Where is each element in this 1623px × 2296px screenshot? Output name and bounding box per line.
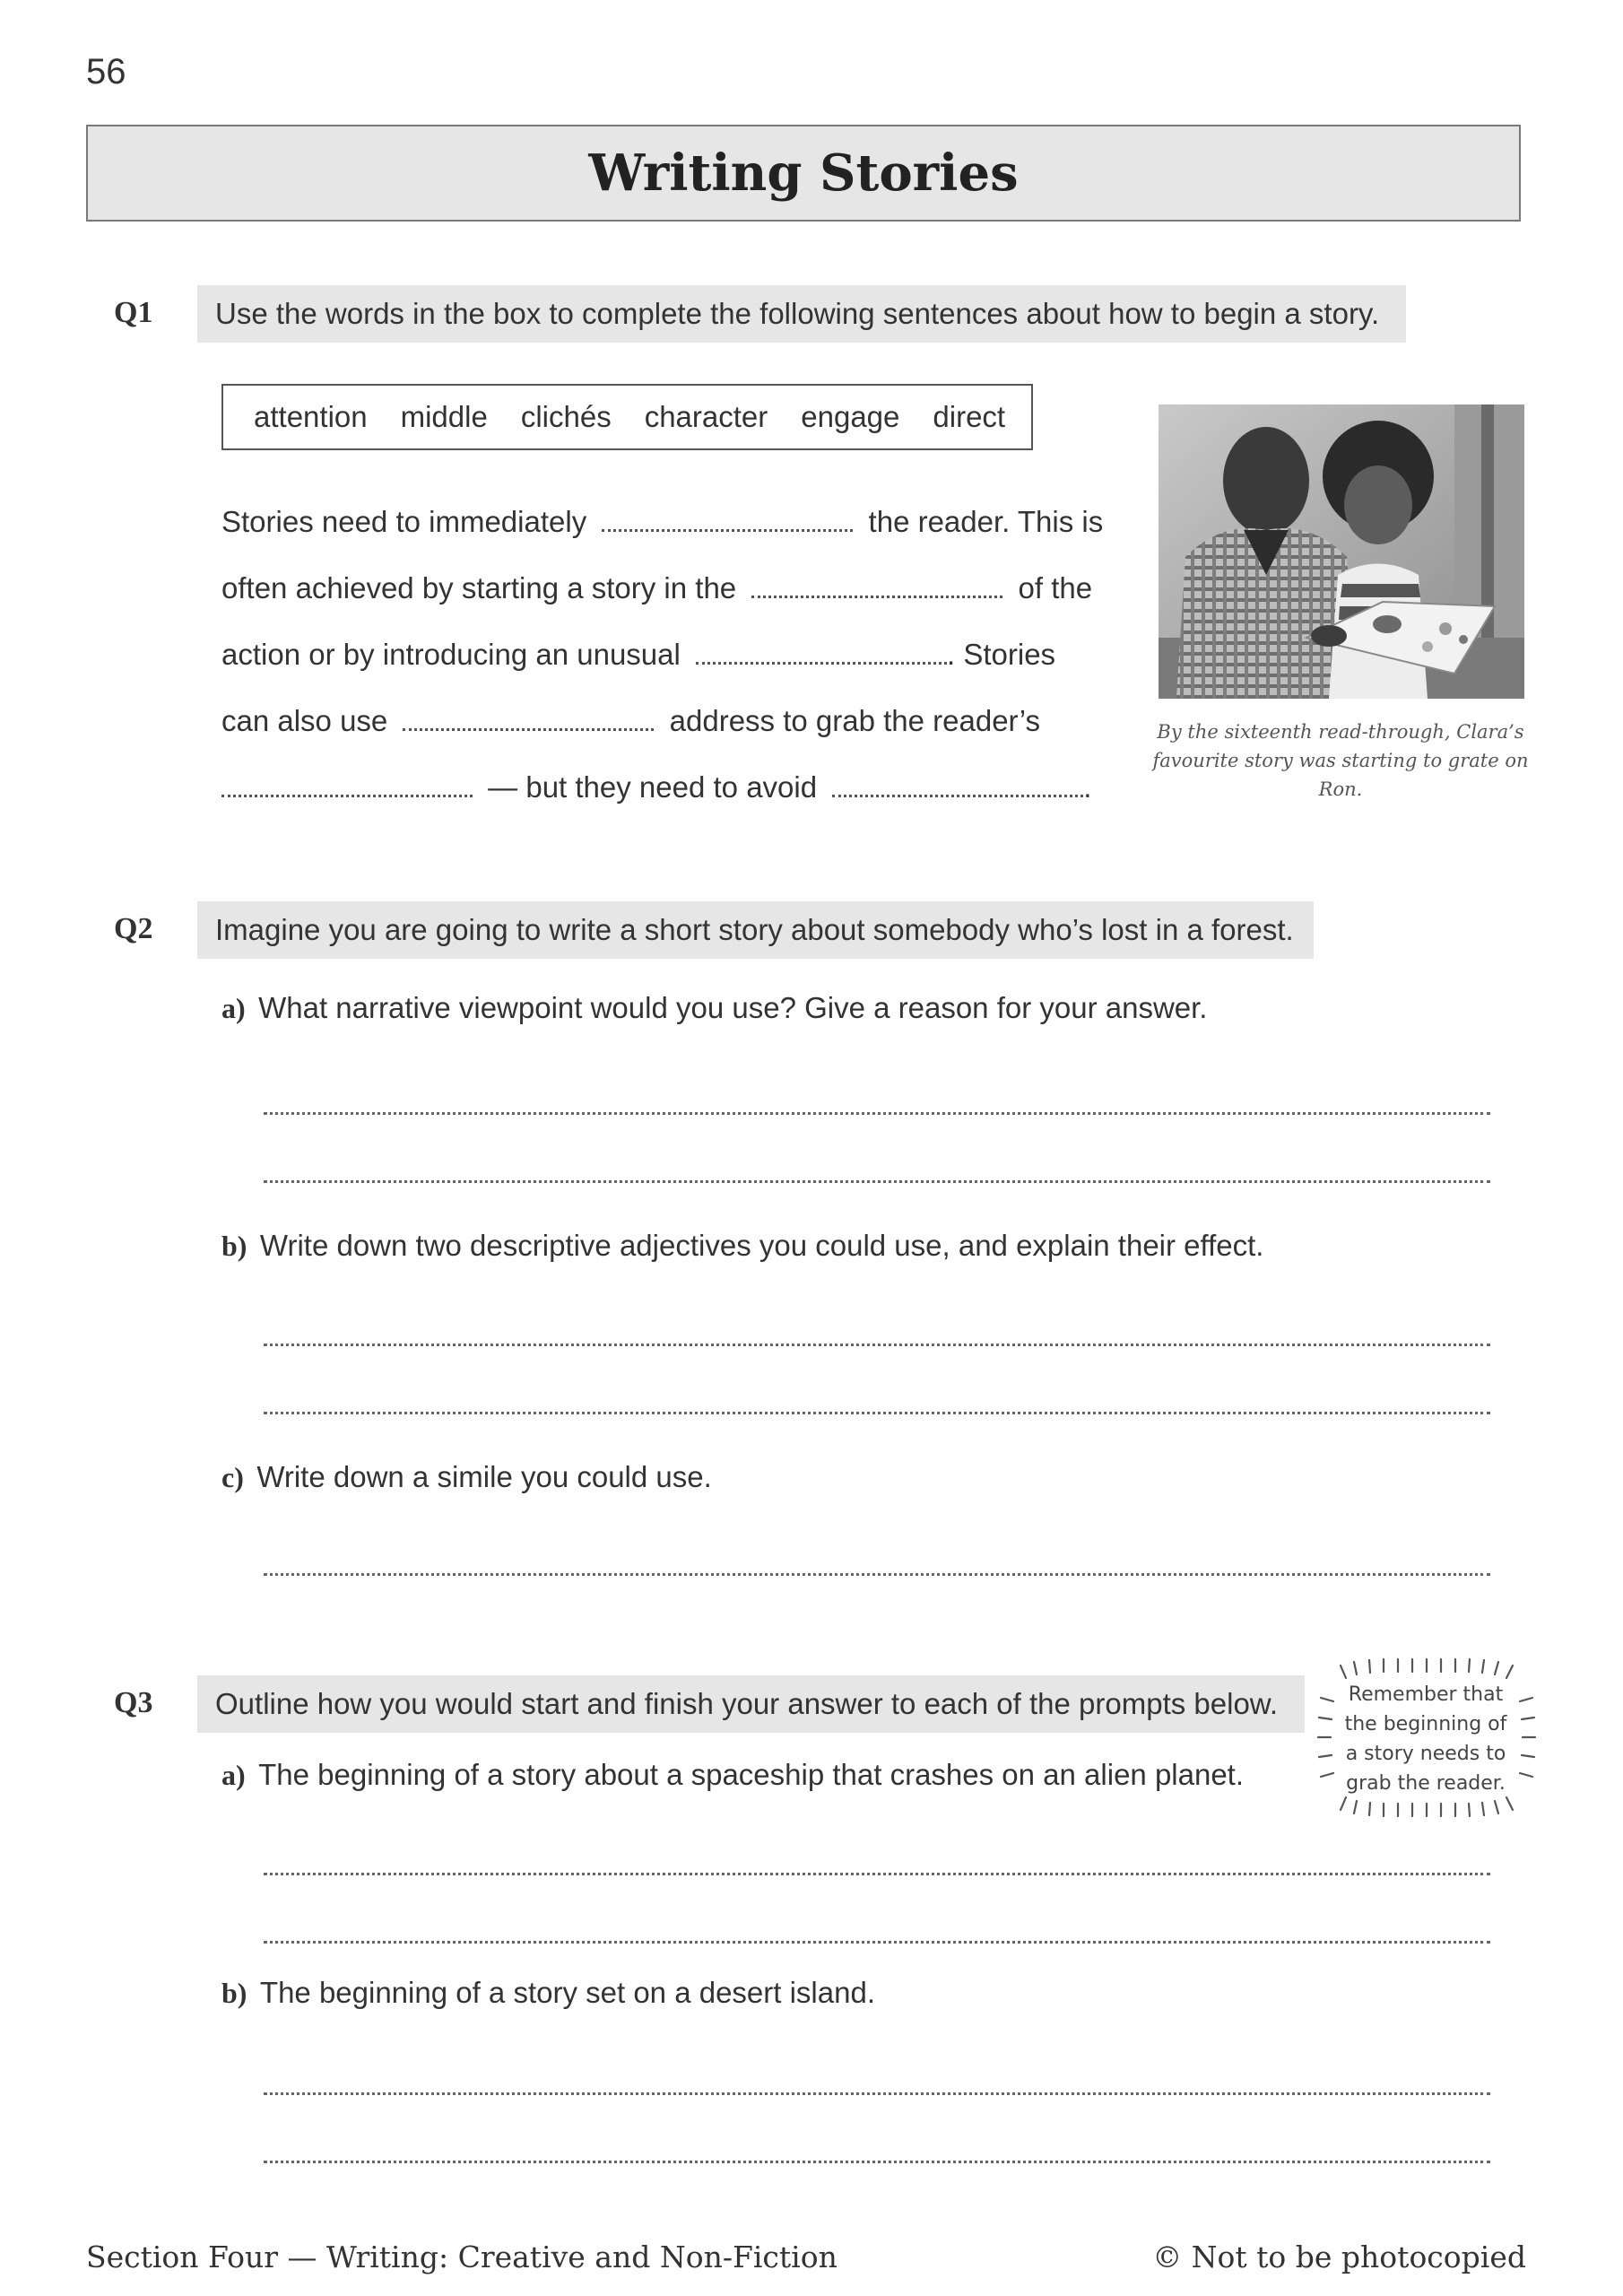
answer-line[interactable] xyxy=(264,1412,1490,1414)
word-box-item: character xyxy=(644,400,768,433)
q1-blank[interactable] xyxy=(602,508,853,532)
q1-number: Q1 xyxy=(114,296,153,329)
answer-line[interactable] xyxy=(264,1344,1490,1346)
footer-copyright: © Not to be photocopied xyxy=(1152,2239,1526,2274)
answer-line[interactable] xyxy=(264,1573,1490,1576)
page-title: Writing Stories xyxy=(588,144,1019,203)
q1-blank[interactable] xyxy=(751,574,1002,598)
caption-line: favourite story was starting to grate on Ron. xyxy=(1152,750,1529,800)
q3-prompt: Outline how you would start and finish your answer to each of the prompts below. xyxy=(197,1675,1305,1733)
q1-line-middle: — but they need to avoid xyxy=(488,770,818,804)
q2-part-a xyxy=(221,991,1207,1025)
q2-prompt: Imagine you are going to write a short story about somebody who’s lost in a forest. xyxy=(197,901,1314,959)
word-box-item: direct xyxy=(933,400,1006,433)
q2-part-b xyxy=(221,1229,1263,1263)
q1-prompt: Use the words in the box to complete the following sentences about how to begin a story. xyxy=(197,285,1406,343)
word-box-item: engage xyxy=(801,400,900,433)
part-question: Write down two descriptive adjectives you could use, and explain their effect. xyxy=(259,1229,1264,1262)
word-box xyxy=(221,384,1033,450)
photo-caption xyxy=(1152,718,1529,804)
answer-line[interactable] xyxy=(264,2092,1490,2095)
answer-line[interactable] xyxy=(264,2161,1490,2163)
part-question: The beginning of a story set on a desert island. xyxy=(259,1976,875,2009)
part-label: a) xyxy=(221,1759,246,1791)
footer-section: Section Four — Writing: Creative and Non-Fiction xyxy=(86,2239,838,2274)
q1-sentence-line xyxy=(221,571,1092,605)
q3-part-b xyxy=(221,1976,875,2010)
word-box-item: attention xyxy=(254,400,368,433)
q1-line-before: action or by introducing an unusual xyxy=(221,638,681,671)
part-question: The beginning of a story about a spaceship that crashes on an alien planet. xyxy=(258,1758,1245,1791)
answer-line[interactable] xyxy=(264,1180,1490,1183)
q1-line-before: often achieved by starting a story in the xyxy=(221,571,737,604)
q1-sentence-line xyxy=(221,770,1091,804)
part-label: a) xyxy=(221,992,246,1024)
page-number: 56 xyxy=(86,52,126,91)
answer-line[interactable] xyxy=(264,1112,1490,1115)
answer-line[interactable] xyxy=(264,1941,1490,1944)
tip-line: grab the reader. xyxy=(1346,1772,1506,1795)
word-box-item: middle xyxy=(400,400,488,433)
q1-line-after: address to grab the reader’s xyxy=(669,704,1041,737)
tip-line: Remember that xyxy=(1348,1683,1504,1706)
tip-line: a story needs to xyxy=(1345,1743,1506,1765)
q1-blank[interactable] xyxy=(403,707,654,731)
tip-line: the beginning of xyxy=(1344,1713,1507,1735)
page-title-box xyxy=(86,125,1521,222)
q1-blank[interactable] xyxy=(832,773,1083,797)
father-daughter-reading-photo xyxy=(1159,404,1524,699)
q1-blank[interactable] xyxy=(221,773,473,797)
caption-line: By the sixteenth read-through, Clara’s xyxy=(1157,721,1524,743)
q1-blank[interactable] xyxy=(696,640,947,665)
q1-line-after: . Stories xyxy=(947,638,1056,671)
word-box-item: clichés xyxy=(520,400,612,433)
q1-line-after: . xyxy=(1083,770,1092,804)
part-label: b) xyxy=(221,1977,247,2009)
part-question: Write down a simile you could use. xyxy=(256,1460,712,1493)
tip-text xyxy=(1336,1680,1515,1798)
q1-sentence-line xyxy=(221,638,1055,672)
part-label: b) xyxy=(221,1230,247,1262)
part-label: c) xyxy=(221,1461,244,1493)
q2-part-c xyxy=(221,1460,712,1494)
q2-number: Q2 xyxy=(114,912,153,945)
q1-sentence-line xyxy=(221,704,1040,738)
q1-line-after: of the xyxy=(1018,571,1093,604)
q1-sentence-line xyxy=(221,505,1103,539)
q3-number: Q3 xyxy=(114,1686,153,1719)
answer-line[interactable] xyxy=(264,1873,1490,1875)
q1-line-after: the reader. This is xyxy=(868,505,1104,538)
part-question: What narrative viewpoint would you use? Give a reason for your answer. xyxy=(258,991,1208,1024)
q1-line-before: Stories need to immediately xyxy=(221,505,587,538)
q1-line-before: can also use xyxy=(221,704,388,737)
q3-part-a xyxy=(221,1758,1244,1792)
